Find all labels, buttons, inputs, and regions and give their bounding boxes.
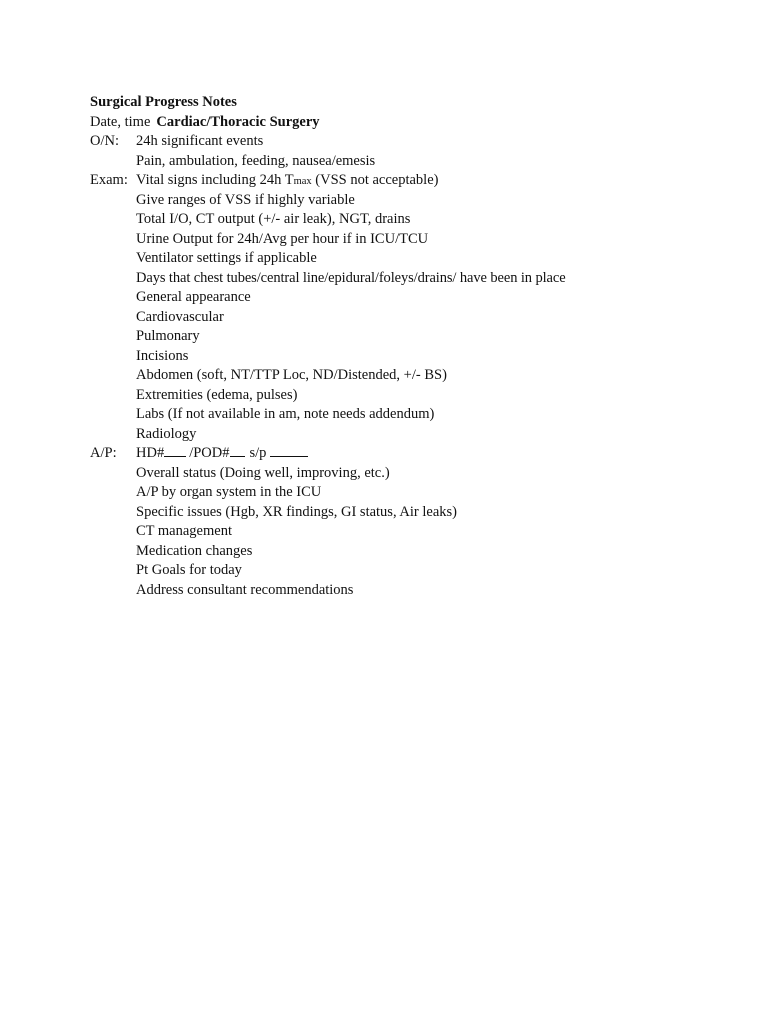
exam-line [90,269,730,289]
sp-blank [270,444,308,457]
exam-line [90,308,730,328]
assessment-plan-item: CT management [136,523,232,539]
service-name: Cardiac/Thoracic Surgery [156,113,320,130]
overnight-label: O/N: [90,133,119,149]
assessment-plan-line [90,581,730,601]
exam-item: Abdomen (soft, NT/TTP Loc, ND/Distended, +/- BS) [136,367,447,383]
exam-line [90,249,730,269]
exam-item: Radiology [136,425,197,442]
exam-item: Pulmonary [136,328,200,344]
overnight-item: 24h significant events [136,133,264,149]
assessment-plan-line [90,483,730,503]
exam-line [90,288,730,308]
exam-item: Cardiovascular [136,308,224,325]
assessment-plan-line-1 [90,444,730,464]
assessment-plan-label: A/P: [90,445,117,461]
progress-note-document [90,93,730,600]
date-time-label: Date, time [90,113,151,130]
assessment-plan-item: A/P by organ system in the ICU [136,484,322,500]
exam-line [90,386,730,406]
pod-text: /POD# [189,445,230,461]
hospital-day-line [136,444,730,464]
exam-line [90,327,730,347]
exam-line [90,405,730,425]
exam-line [90,210,730,230]
exam-item: Ventilator settings if applicable [136,250,317,266]
assessment-plan-line [90,522,730,542]
exam-line-1 [90,171,730,191]
assessment-plan-item: Overall status (Doing well, improving, etc.) [136,464,390,481]
exam-item: Total I/O, CT output (+/- air leak), NGT, drains [136,211,411,227]
exam-item: Urine Output for 24h/Avg per hour if in ICU/TCU [136,230,429,247]
exam-vitals-item: Vital signs including 24h Tmax (VSS not acceptable) [136,172,439,188]
overnight-line-2 [90,152,730,172]
exam-line [90,425,730,445]
assessment-plan-item: Pt Goals for today [136,562,242,578]
exam-item: Labs (If not available in am, note needs addendum) [136,406,435,422]
pod-blank [230,444,245,457]
exam-line [90,347,730,367]
exam-item: General appearance [136,289,251,305]
assessment-plan-item: Address consultant recommendations [136,581,354,598]
exam-item: Give ranges of VSS if highly variable [136,191,355,208]
sp-text: s/p [249,445,267,461]
exam-line [90,191,730,211]
assessment-plan-item: Specific issues (Hgb, XR findings, GI status, Air leaks) [136,503,457,520]
exam-label: Exam: [90,172,128,188]
document-title: Surgical Progress Notes [90,94,237,110]
exam-item: Extremities (edema, pulses) [136,386,298,403]
date-time-line [90,113,730,133]
exam-item: Incisions [136,347,189,364]
assessment-plan-item: Medication changes [136,542,253,559]
assessment-plan-line [90,561,730,581]
exam-item: Days that chest tubes/central line/epidural/foleys/drains/ have been in place [136,269,566,286]
overnight-line-1 [90,132,730,152]
hd-text: HD# [136,445,165,461]
exam-line [90,230,730,250]
overnight-item: Pain, ambulation, feeding, nausea/emesis [136,152,376,169]
exam-line [90,366,730,386]
assessment-plan-line [90,542,730,562]
assessment-plan-line [90,503,730,523]
hd-blank [164,444,186,457]
assessment-plan-line [90,464,730,484]
tmax-subscript: max [293,176,312,187]
